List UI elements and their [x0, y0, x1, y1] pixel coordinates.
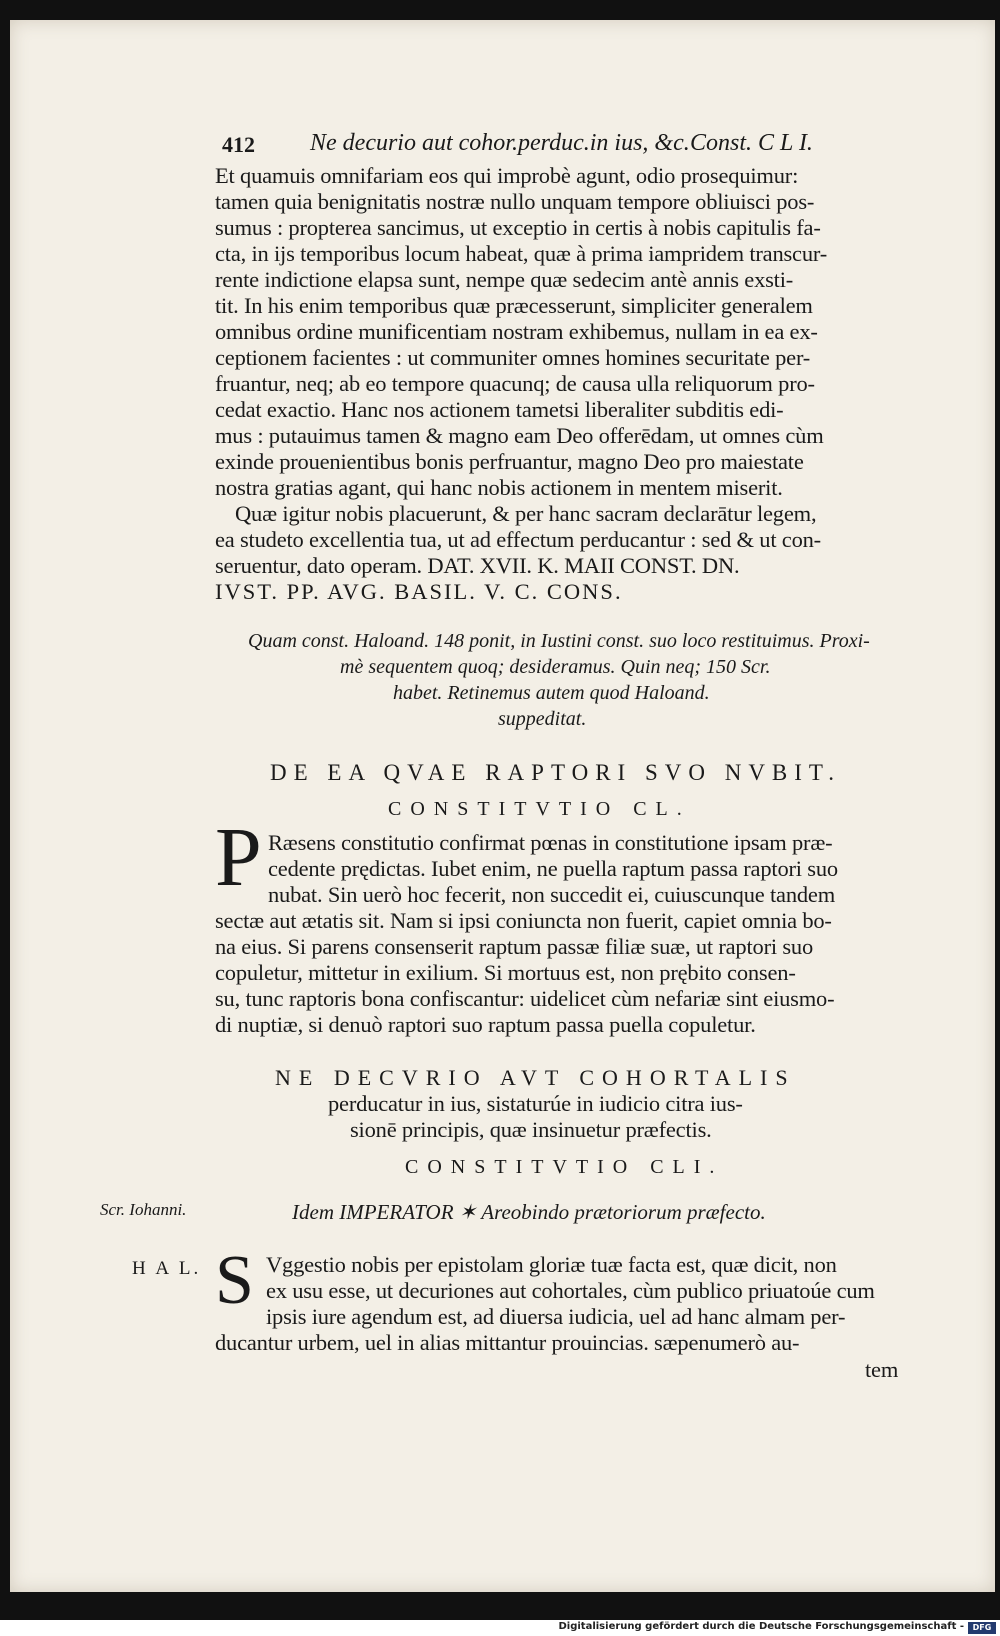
- section-line: su, tunc raptoris bona confiscantur: uidelicet cùm nefariæ sint eiusmo-: [215, 986, 835, 1011]
- body-line: IVST. PP. AVG. BASIL. V. C. CONS.: [215, 579, 623, 604]
- section-line: ipsis iure agendum est, ad diuersa iudicia, uel ad hanc almam per-: [266, 1304, 846, 1329]
- body-line: exinde prouenientibus bonis perfruantur, magno Deo pro maiestate: [215, 449, 804, 474]
- section-line: na eius. Si parens consenserit raptum passæ filiæ suæ, ut raptori suo: [215, 934, 813, 959]
- body-line: ea studeto excellentia tua, ut ad effectum perducantur : sed & ut con-: [215, 527, 821, 552]
- body-line: fruantur, neq; ab eo tempore quacunq; de causa ulla reliquorum pro-: [215, 371, 815, 396]
- section-line: copuletur, mittetur in exilium. Si mortuus est, non prębito consen-: [215, 960, 796, 985]
- footer-text: Digitalisierung gefördert durch die Deutsche Forschungsgemeinschaft -: [558, 1621, 964, 1632]
- body-line: cedat exactio. Hanc nos actionem tametsi liberaliter subditis edi-: [215, 397, 784, 422]
- catchword: tem: [865, 1357, 899, 1382]
- footer-bar: [0, 1620, 1000, 1636]
- section-line: ducantur urbem, uel in alias mittantur prouincias. sæpenumerò au-: [215, 1330, 800, 1355]
- dfg-logo: DFG: [968, 1622, 996, 1634]
- section-title: DE EA QVAE RAPTORI SVO NVBIT.: [270, 760, 842, 785]
- constitution-ref: Const. C L I.: [690, 130, 813, 156]
- body-line: ceptionem facientes : ut communiter omnes homines securitate per-: [215, 345, 811, 370]
- section-title-line: sionē principis, quæ insinuetur præfectis.: [350, 1117, 712, 1142]
- body-line: Quæ igitur nobis placuerunt, & per hanc sacram declarātur legem,: [235, 501, 817, 526]
- body-line: cta, in ijs temporibus locum habeat, quæ à prima iampridem transcur-: [215, 241, 828, 266]
- side-note: Scr. Iohanni.: [100, 1200, 187, 1219]
- body-line: rente indictione elapsa sunt, nempe quæ sedecim antè annis exsti-: [215, 267, 794, 292]
- book-page: [10, 20, 995, 1592]
- body-line: Et quamuis omnifariam eos qui improbè agunt, odio prosequimur:: [215, 163, 799, 188]
- note-line: Quam const. Haloand. 148 ponit, in Iustini const. suo loco restituimus. Proxi-: [248, 630, 870, 652]
- note-line: habet. Retinemus autem quod Haloand.: [393, 682, 710, 704]
- note-line: mè sequentem quoq; desideramus. Quin neq; 150 Scr.: [340, 656, 771, 678]
- body-line: tamen quia benignitatis nostræ nullo unquam tempore obliuisci pos-: [215, 189, 815, 214]
- section-line: ex usu esse, ut decuriones aut cohortales, cùm publico priuatoúe cum: [266, 1278, 875, 1303]
- body-line: nostra gratias agant, qui hanc nobis actionem in mentem miserit.: [215, 475, 783, 500]
- page-number: 412: [222, 132, 255, 157]
- section-subtitle: CONSTITVTIO CL.: [388, 798, 691, 820]
- body-line: sumus : propterea sancimus, ut exceptio in certis à nobis capitulis fa-: [215, 215, 821, 240]
- section-line: cedente prędictas. Iubet enim, ne puella raptum passa raptori suo: [268, 856, 838, 881]
- section-line: di nuptiæ, si denuò raptori suo raptum passa puella copuletur.: [215, 1012, 756, 1037]
- section-title-line: perducatur in ius, sistaturúe in iudicio citra ius-: [328, 1091, 743, 1116]
- section-subtitle: CONSTITVTIO CLI.: [405, 1156, 724, 1178]
- address-line: Idem IMPERATOR ✶ Areobindo prætoriorum præfecto.: [292, 1200, 766, 1224]
- drop-cap: P: [215, 811, 262, 904]
- section-line: sectæ aut ætatis sit. Nam si ipsi coniuncta non fuerit, capiet omnia bo-: [215, 908, 832, 933]
- drop-cap: S: [215, 1242, 254, 1319]
- note-line: suppeditat.: [498, 708, 587, 730]
- section-line: Vggestio nobis per epistolam gloriæ tuæ facta est, quæ dicit, non: [266, 1252, 837, 1277]
- body-line: tit. In his enim temporibus quæ præcesserunt, simpliciter generalem: [215, 293, 813, 318]
- body-line: omnibus ordine munificentiam nostram exhibemus, nullam in ea ex-: [215, 319, 818, 344]
- body-line: mus : putauimus tamen & magno eam Deo offerēdam, ut omnes cùm: [215, 423, 824, 448]
- section-title: NE DECVRIO AVT COHORTALIS: [275, 1065, 796, 1090]
- margin-hal: H A L.: [132, 1258, 202, 1279]
- section-line: nubat. Sin uerò hoc fecerit, non succedit ei, cuiuscunque tandem: [268, 882, 836, 907]
- running-title: Ne decurio aut cohor.perduc.in ius, &c.: [310, 130, 690, 156]
- body-line: seruentur, dato operam. DAT. XVII. K. MAII CONST. DN.: [215, 553, 740, 578]
- section-line: Ræsens constitutio confirmat pœnas in constitutione ipsam præ-: [268, 830, 833, 855]
